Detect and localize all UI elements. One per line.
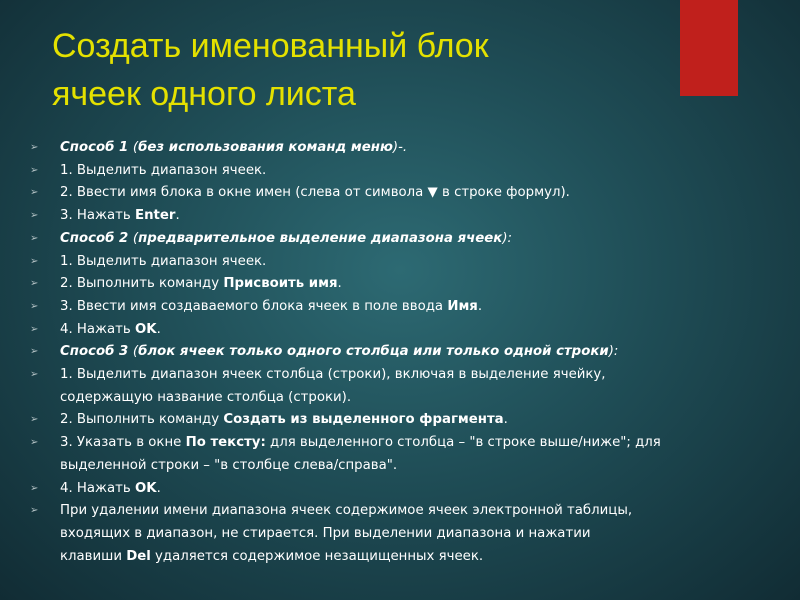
list-item-text: По тексту: <box>185 435 266 451</box>
arrow-bullet-icon: ➢ <box>30 414 39 426</box>
list-item <box>30 205 770 228</box>
list-item-text: ( <box>132 140 139 155</box>
list-item-text: 1. Выделить диапазон ячеек столбца (строки), включая в выделение ячейку, <box>60 367 606 383</box>
title-line-2: ячеек одного листа <box>52 75 356 113</box>
list-item <box>30 137 770 160</box>
list-item-text: Способ 1 <box>60 140 133 155</box>
list-item-text: 3. Ввести имя создаваемого блока ячеек в поле ввода <box>60 298 448 314</box>
list-item-text: Присвоить имя <box>223 276 338 292</box>
list-item-text: 2. Выполнить команду <box>60 412 224 428</box>
list-item-text: для выделенного столбца – "в строке выше/ниже"; для <box>265 435 661 451</box>
list-item-text: 3. Нажать <box>60 208 135 224</box>
list-item <box>30 251 770 274</box>
arrow-bullet-icon: ➢ <box>30 232 39 244</box>
arrow-bullet-icon: ➢ <box>30 210 39 222</box>
list-item <box>30 432 770 455</box>
red-accent-bar <box>680 0 738 96</box>
list-item-text: 3. Указать в окне <box>60 435 186 451</box>
list-item-text: . <box>156 321 161 337</box>
list-item-text: предварительное выделение диапазона ячеек <box>138 230 503 246</box>
arrow-bullet-icon: ➢ <box>30 255 39 267</box>
list-item-text: Del <box>126 548 151 564</box>
list-item <box>30 160 770 183</box>
arrow-bullet-icon: ➢ <box>30 142 39 153</box>
arrow-bullet-icon: ➢ <box>30 278 39 290</box>
list-item-text: Способ 2 <box>60 230 133 246</box>
list-item-text: блок ячеек только одного столбца или только одной строки <box>138 344 609 360</box>
list-item <box>30 364 770 387</box>
slide-title <box>52 22 652 118</box>
arrow-bullet-icon: ➢ <box>30 164 39 176</box>
list-item-text: Способ 3 <box>60 344 133 360</box>
list-item-text: входящих в диапазон, не стирается. При выделении диапазона и нажатии <box>60 525 591 541</box>
list-item-text: удаляется содержимое незащищенных ячеек. <box>150 548 484 564</box>
arrow-bullet-icon: ➢ <box>30 323 39 335</box>
list-item-text: ): <box>502 230 512 246</box>
list-item-text: OK <box>135 480 157 496</box>
arrow-bullet-icon: ➢ <box>30 346 39 358</box>
list-item-text: содержащую название столбца (строки). <box>60 389 352 405</box>
list-item-text: Имя <box>447 298 478 314</box>
arrow-bullet-icon: ➢ <box>30 437 39 449</box>
title-line-1: Создать именованный блок <box>52 27 489 65</box>
list-item <box>30 296 770 319</box>
list-item-text: 1. Выделить диапазон ячеек. <box>60 162 267 178</box>
list-item-continuation <box>30 523 770 546</box>
list-item-text: выделенной строки – "в столбце слева/справа". <box>60 457 398 473</box>
list-item-text: 4. Нажать <box>60 321 135 337</box>
list-item-text: . <box>156 480 161 496</box>
list-item-text: . <box>477 298 483 314</box>
list-item-text: )-. <box>392 140 408 155</box>
list-item <box>30 319 770 342</box>
list-item-text: . <box>337 276 342 292</box>
arrow-bullet-icon: ➢ <box>30 300 39 312</box>
list-item-text: ( <box>132 230 139 246</box>
list-item-text: Создать из выделенного фрагмента <box>223 412 504 428</box>
list-item-text: Enter <box>135 208 176 224</box>
arrow-bullet-icon: ➢ <box>30 505 39 517</box>
list-item-text: клавиши <box>60 548 127 564</box>
list-item-text: 2. Выполнить команду <box>60 276 224 292</box>
arrow-bullet-icon: ➢ <box>30 482 39 494</box>
list-item <box>30 273 770 296</box>
list-item <box>30 478 770 501</box>
list-item <box>30 409 770 432</box>
list-item-text: без использования команд меню <box>138 140 393 155</box>
list-item-text: ( <box>132 344 139 360</box>
list-item <box>30 228 770 251</box>
list-item-continuation <box>30 387 770 410</box>
list-item <box>30 500 770 523</box>
arrow-bullet-icon: ➢ <box>30 369 39 381</box>
list-item <box>30 341 770 364</box>
list-item <box>30 182 770 205</box>
list-item-text: При удалении имени диапазона ячеек содержимое ячеек электронной таблицы, <box>60 503 633 519</box>
list-item-continuation <box>30 546 770 569</box>
list-item-text: . <box>503 412 508 428</box>
list-item-text: 2. Ввести имя блока в окне имен (слева от символа ▼ в строке формул). <box>60 185 570 201</box>
list-item-text: . <box>175 208 180 224</box>
arrow-bullet-icon: ➢ <box>30 187 39 199</box>
list-item-text: ): <box>608 344 619 360</box>
list-item-text: OK <box>135 321 157 337</box>
list-item-text: 4. Нажать <box>60 480 135 496</box>
list-item-text: 1. Выделить диапазон ячеек. <box>60 253 267 269</box>
bullet-list <box>30 137 770 568</box>
list-item-continuation <box>30 455 770 478</box>
